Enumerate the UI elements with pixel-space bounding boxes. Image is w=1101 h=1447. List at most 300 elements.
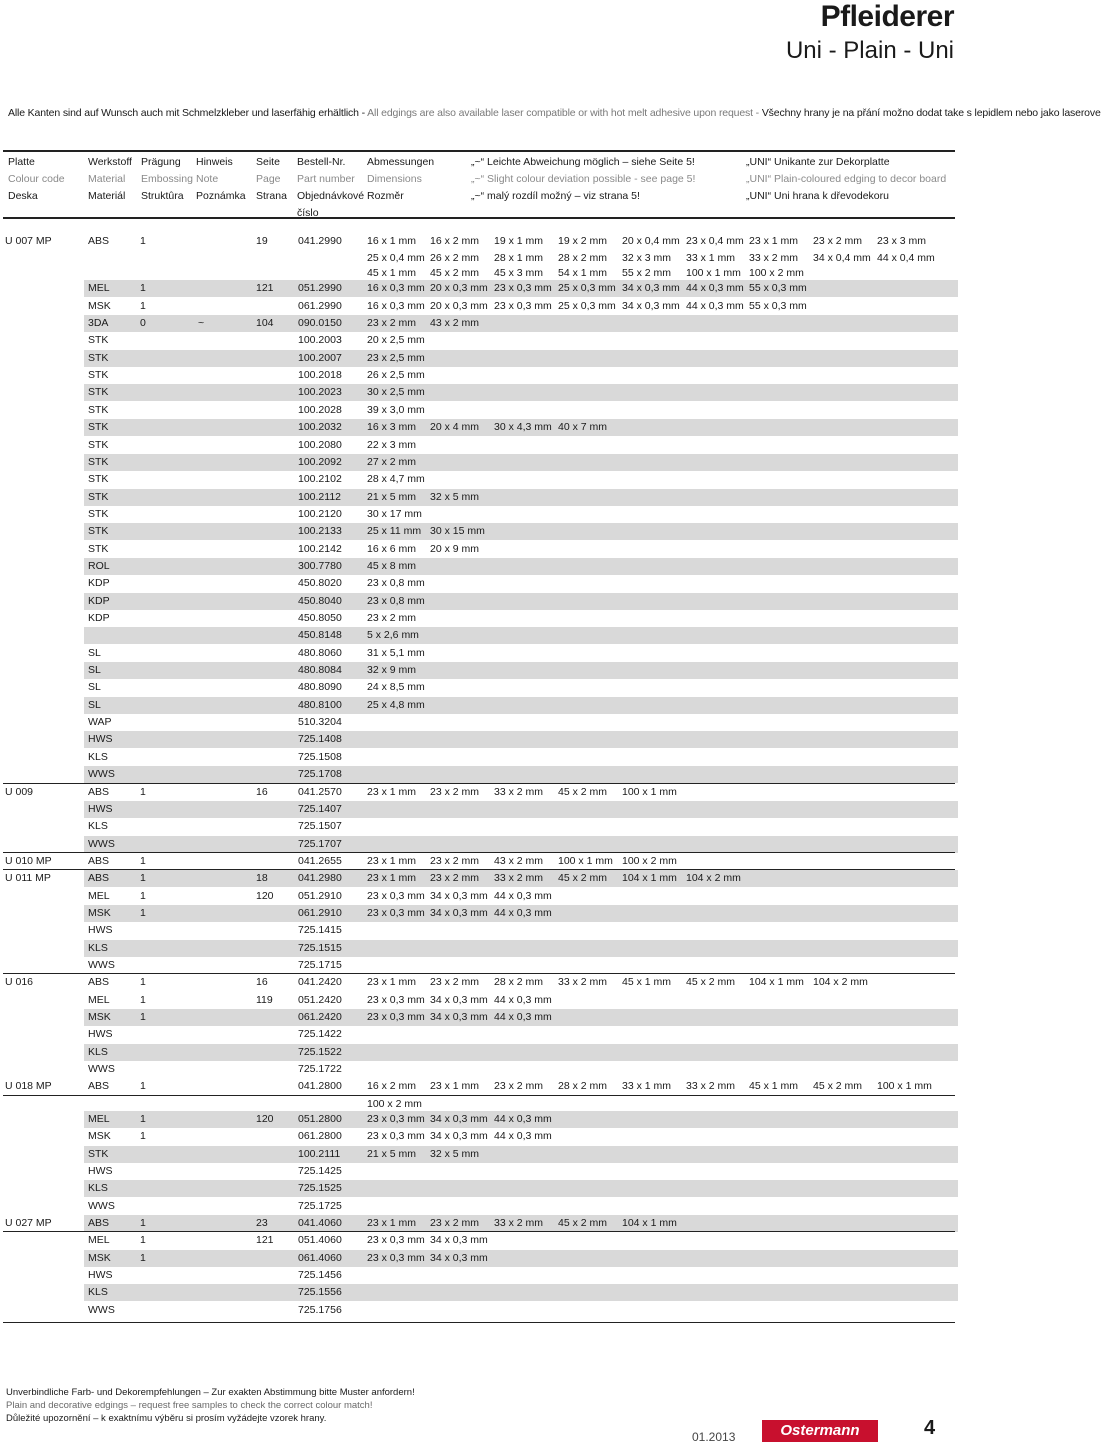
table-row — [0, 1044, 960, 1061]
header-cz-5: Objednávkové — [297, 190, 365, 202]
table-cell: 725.1522 — [298, 1045, 342, 1058]
table-cell: 40 x 7 mm — [558, 421, 608, 434]
table-cell: 45 x 2 mm — [558, 1216, 608, 1229]
table-cell: 100.2080 — [298, 438, 342, 451]
table-cell: SL — [88, 664, 101, 677]
table-cell: 19 x 2 mm — [558, 235, 608, 247]
table-cell: 23 x 1 mm — [749, 235, 799, 247]
table-cell: KLS — [88, 820, 108, 833]
table-cell: 16 — [256, 785, 268, 798]
table-cell: 725.1707 — [298, 837, 342, 850]
table-cell: KDP — [88, 577, 110, 590]
header-de-6: Abmessungen — [367, 156, 435, 168]
table-cell: 725.1715 — [298, 959, 342, 971]
table-cell: 25 x 0,3 mm — [558, 282, 616, 295]
table-row — [0, 419, 960, 436]
table-row — [0, 1284, 960, 1301]
table-cell: 23 x 0,8 mm — [367, 577, 425, 590]
table-cell: WWS — [88, 837, 115, 850]
table-cell: 100.2003 — [298, 334, 342, 347]
page-number: 4 — [924, 1417, 936, 1439]
table-cell: 119 — [256, 993, 273, 1006]
table-row — [0, 957, 960, 974]
table-cell: HWS — [88, 802, 113, 815]
table-cell: 100.2111 — [298, 1147, 341, 1160]
table-cell: 28 x 2 mm — [558, 252, 608, 265]
table-cell: WAP — [88, 716, 112, 729]
table-row — [0, 1267, 960, 1284]
table-cell: 23 x 2 mm — [430, 854, 480, 867]
footer-note-en: Plain and decorative edgings – request free samples to check the correct colour match! — [6, 1400, 373, 1411]
table-cell: 104 x 1 mm — [749, 976, 804, 989]
header-en-4: Page — [256, 173, 281, 185]
header-cz-0: Deska — [8, 190, 38, 202]
table-cell: MSK — [88, 1130, 111, 1143]
table-cell: HWS — [88, 1164, 113, 1177]
header-cz-1: Materiál — [88, 190, 126, 202]
table-cell: 25 x 11 mm — [367, 525, 422, 538]
header-de-7: „~“ Leichte Abweichung möglich – siehe Seite 5! — [471, 156, 695, 168]
table-cell: 45 x 1 mm — [622, 976, 672, 989]
table-cell: 20 x 0,4 mm — [622, 235, 680, 247]
table-cell: 1 — [140, 1011, 146, 1024]
table-cell: 20 x 2,5 mm — [367, 334, 425, 347]
header-de-5: Bestell-Nr. — [297, 156, 346, 168]
table-cell: 33 x 2 mm — [494, 785, 544, 798]
footer-note-de: Unverbindliche Farb- und Dekorempfehlungen – Zur exakten Abstimmung bitte Muster anfordern! — [6, 1387, 415, 1398]
table-cell: 28 x 2 mm — [558, 1080, 608, 1093]
table-cell: 041.2980 — [298, 872, 342, 885]
header-en-2: Embossing — [141, 173, 193, 185]
table-cell: STK — [88, 421, 109, 434]
table-cell: 1 — [140, 993, 146, 1006]
table-cell: MSK — [88, 906, 111, 919]
table-cell: KLS — [88, 1045, 108, 1058]
table-row — [0, 367, 960, 384]
table-cell: STK — [88, 490, 109, 503]
header-cz-4: Strana — [256, 190, 287, 202]
table-cell: 100 x 1 mm — [877, 1080, 932, 1093]
table-row — [0, 1250, 960, 1267]
table-cell: 33 x 2 mm — [558, 976, 608, 989]
table-cell: 55 x 2 mm — [622, 267, 672, 280]
table-cell: STK — [88, 542, 109, 555]
table-cell: 725.1515 — [298, 941, 342, 954]
table-cell: 32 x 5 mm — [430, 490, 480, 503]
table-cell: 23 x 0,3 mm — [367, 1112, 425, 1125]
table-row — [0, 992, 960, 1009]
table-cell: 33 x 2 mm — [749, 252, 799, 265]
table-cell: 480.8084 — [298, 664, 342, 677]
table-row — [0, 1061, 960, 1078]
table-cell: MEL — [88, 993, 110, 1006]
table-cell: 051.2990 — [298, 282, 342, 295]
table-cell: 34 x 0,3 mm — [430, 889, 488, 902]
table-row — [0, 1009, 960, 1026]
table-row — [0, 766, 960, 783]
table-cell: MSK — [88, 1251, 111, 1264]
table-cell: 1 — [140, 906, 146, 919]
table-cell: 061.2990 — [298, 299, 342, 312]
table-cell: 480.8090 — [298, 681, 342, 694]
table-cell: HWS — [88, 733, 113, 746]
table-cell: 100 x 2 mm — [622, 854, 677, 867]
table-row — [0, 489, 960, 506]
table-cell: 1 — [140, 1112, 146, 1125]
table-cell: 55 x 0,3 mm — [749, 282, 807, 295]
availability-note — [8, 107, 1101, 119]
table-row — [0, 1128, 960, 1145]
table-cell: 100.2102 — [298, 473, 342, 486]
table-cell: 24 x 8,5 mm — [367, 681, 425, 694]
table-cell: HWS — [88, 1268, 113, 1281]
table-cell: 450.8050 — [298, 612, 342, 624]
table-row — [0, 471, 960, 488]
table-cell: KDP — [88, 594, 110, 607]
table-cell: 100.2120 — [298, 507, 342, 520]
table-cell: 041.4060 — [298, 1216, 342, 1229]
table-row — [0, 1180, 960, 1197]
header-de-2: Prägung — [141, 156, 181, 168]
table-cell: 44 x 0,3 mm — [686, 299, 744, 312]
table-cell: 041.2990 — [298, 235, 342, 247]
table-row — [0, 1302, 960, 1319]
table-row — [0, 1215, 960, 1232]
table-row — [0, 645, 960, 662]
table-cell: 041.2420 — [298, 976, 342, 989]
table-cell: 28 x 2 mm — [494, 976, 544, 989]
table-cell: 34 x 0,3 mm — [622, 299, 680, 312]
table-cell: 16 x 2 mm — [367, 1080, 417, 1093]
table-header — [3, 150, 955, 219]
table-cell: 23 x 2 mm — [813, 235, 863, 247]
table-row — [0, 784, 960, 801]
table-cell: SL — [88, 698, 101, 711]
table-cell: 1 — [140, 785, 146, 798]
table-cell: 20 x 4 mm — [430, 421, 480, 434]
table-cell: 051.2800 — [298, 1112, 342, 1125]
table-cell: 100.2023 — [298, 386, 342, 399]
table-cell: ABS — [88, 1216, 110, 1229]
header-cz-6: Rozměr — [367, 190, 404, 202]
table-cell: WWS — [88, 768, 115, 781]
table-cell: 34 x 0,4 mm — [813, 252, 871, 265]
table-row — [0, 749, 960, 766]
table-row — [0, 593, 960, 610]
table-row — [0, 870, 960, 887]
table-cell: 104 x 1 mm — [622, 1216, 677, 1229]
table-row — [0, 1232, 960, 1249]
table-cell: 23 x 0,8 mm — [367, 594, 425, 607]
table-cell: 23 x 1 mm — [367, 785, 417, 798]
table-cell: 100.2018 — [298, 369, 342, 382]
table-row — [0, 315, 960, 332]
table-cell: 25 x 0,3 mm — [558, 299, 616, 312]
brand-subtitle: Uni - Plain - Uni — [785, 37, 954, 64]
brand-name: Pfleiderer — [820, 0, 954, 33]
table-row — [0, 350, 960, 367]
table-cell: 051.2420 — [298, 993, 342, 1006]
table-cell: 18 — [256, 872, 268, 885]
table-cell: 725.1508 — [298, 750, 342, 763]
table-cell: STK — [88, 438, 109, 451]
table-cell: 1 — [140, 282, 146, 295]
table-cell: ~ — [198, 317, 205, 330]
table-cell: 121 — [256, 282, 274, 295]
table-cell: 725.1725 — [298, 1199, 342, 1212]
table-cell: 061.2420 — [298, 1011, 342, 1024]
table-cell: 33 x 2 mm — [494, 872, 544, 885]
table-cell: 1 — [140, 1251, 146, 1264]
table-row — [0, 714, 960, 731]
table-cell: 44 x 0,3 mm — [686, 282, 744, 295]
table-cell: U 027 MP — [5, 1216, 52, 1229]
table-cell: 1 — [140, 1216, 146, 1229]
header-de-4: Seite — [256, 156, 280, 168]
table-row — [0, 384, 960, 401]
table-row — [0, 1146, 960, 1163]
table-cell: HWS — [88, 1028, 113, 1041]
table-cell: 23 x 2 mm — [367, 612, 417, 624]
table-cell: U 016 — [5, 976, 34, 989]
table-cell: U 009 — [5, 785, 34, 798]
table-row — [0, 437, 960, 454]
table-row — [0, 332, 960, 349]
table-cell: 39 x 3,0 mm — [367, 403, 425, 416]
table-cell: STK — [88, 1147, 109, 1160]
table-cell: 16 x 2 mm — [430, 235, 480, 247]
table-cell: 16 — [256, 976, 268, 989]
table-cell: 23 x 1 mm — [367, 1216, 417, 1229]
table-cell: 23 x 0,3 mm — [367, 889, 425, 902]
table-cell: 23 — [256, 1216, 268, 1229]
header-cz-3: Poznámka — [196, 190, 246, 202]
table-cell: ABS — [88, 976, 110, 989]
table-cell: 45 x 2 mm — [558, 785, 608, 798]
table-cell: 100.2133 — [298, 525, 342, 538]
table-cell: 23 x 0,3 mm — [367, 1011, 425, 1024]
table-cell: 23 x 1 mm — [367, 872, 417, 885]
note-en: All edgings are also available laser compatible or with hot melt adhesive upon request - — [367, 107, 760, 119]
table-row — [0, 541, 960, 558]
table-cell: 55 x 0,3 mm — [749, 299, 807, 312]
table-cell: 100.2112 — [298, 490, 342, 503]
table-cell: ABS — [88, 785, 110, 798]
table-cell: 120 — [256, 1112, 274, 1125]
table-cell: 19 x 1 mm — [494, 235, 544, 247]
table-cell: 1 — [140, 1130, 146, 1143]
table-cell: 21 x 5 mm — [367, 1147, 417, 1160]
table-cell: ABS — [88, 854, 110, 867]
table-cell: 23 x 2 mm — [430, 872, 480, 885]
table-cell: 30 x 17 mm — [367, 507, 422, 520]
table-cell: 100 x 1 mm — [686, 267, 741, 280]
table-cell: 33 x 1 mm — [622, 1080, 672, 1093]
table-cell: 725.1425 — [298, 1164, 342, 1177]
header-de-3: Hinweis — [196, 156, 233, 168]
table-cell: STK — [88, 386, 109, 399]
table-cell: 725.1556 — [298, 1286, 342, 1299]
table-cell: 33 x 2 mm — [686, 1080, 736, 1093]
table-cell: 725.1708 — [298, 768, 342, 781]
table-cell: 16 x 1 mm — [367, 235, 417, 247]
table-cell: 100.2032 — [298, 421, 342, 434]
table-cell: 725.1407 — [298, 802, 342, 815]
table-cell: WWS — [88, 959, 115, 971]
table-cell: 725.1722 — [298, 1063, 342, 1076]
table-cell: 23 x 2 mm — [430, 976, 480, 989]
table-cell: 27 x 2 mm — [367, 455, 417, 468]
table-cell: 23 x 2 mm — [430, 1216, 480, 1229]
table-cell: 450.8040 — [298, 594, 342, 607]
table-cell: 104 — [256, 317, 274, 330]
table-cell: 1 — [140, 299, 146, 312]
table-cell: 100 x 1 mm — [622, 785, 677, 798]
table-cell: 20 x 9 mm — [430, 542, 480, 555]
header-cz-part-number-2: číslo — [297, 207, 319, 219]
table-cell: 30 x 4,3 mm — [494, 421, 552, 434]
table-cell: STK — [88, 369, 109, 382]
table-cell: 3DA — [88, 317, 109, 330]
table-cell: 33 x 2 mm — [494, 1216, 544, 1229]
table-row — [0, 801, 960, 818]
table-cell: 041.2800 — [298, 1080, 342, 1093]
table-row — [0, 233, 960, 250]
table-cell: 19 — [256, 235, 268, 247]
table-cell: U 018 MP — [5, 1080, 52, 1093]
table-cell: 051.4060 — [298, 1234, 342, 1247]
table-cell: U 010 MP — [5, 854, 52, 867]
header-en-7: „~“ Slight colour deviation possible - see page 5! — [471, 173, 696, 185]
table-cell: STK — [88, 403, 109, 416]
table-row — [0, 697, 960, 714]
table-cell: 45 x 2 mm — [558, 872, 608, 885]
table-cell: 23 x 0,3 mm — [367, 993, 425, 1006]
table-cell: 100.2142 — [298, 542, 342, 555]
table-cell: 104 x 2 mm — [813, 976, 868, 989]
table-cell: U 007 MP — [5, 235, 52, 247]
table-cell: 33 x 1 mm — [686, 252, 736, 265]
table-cell: ABS — [88, 872, 110, 885]
table-cell: 1 — [140, 854, 146, 867]
table-bottom-line — [3, 1322, 955, 1323]
table-cell: MEL — [88, 889, 110, 902]
table-cell: WWS — [88, 1199, 115, 1212]
table-cell: 23 x 0,3 mm — [367, 1130, 425, 1143]
table-cell: 21 x 5 mm — [367, 490, 417, 503]
table-cell: 34 x 0,3 mm — [622, 282, 680, 295]
table-cell: 32 x 5 mm — [430, 1147, 480, 1160]
table-cell: 44 x 0,3 mm — [494, 993, 552, 1006]
table-cell: 32 x 3 mm — [622, 252, 672, 265]
table-cell: 16 x 6 mm — [367, 542, 417, 555]
table-cell: 510.3204 — [298, 716, 342, 729]
table-row — [0, 974, 960, 991]
table-row — [0, 731, 960, 748]
table-cell: 23 x 0,3 mm — [367, 1251, 425, 1264]
table-cell: KLS — [88, 1182, 108, 1195]
header-en-5: Part number — [297, 173, 355, 185]
table-cell: 100.2028 — [298, 403, 342, 416]
table-cell: KDP — [88, 612, 110, 624]
header-en-0: Colour code — [8, 173, 65, 185]
table-cell: 25 x 0,4 mm — [367, 252, 425, 265]
table-cell: 1 — [140, 872, 146, 885]
table-cell: 23 x 2 mm — [430, 785, 480, 798]
table-cell: STK — [88, 334, 109, 347]
table-row — [0, 280, 960, 297]
table-cell: 34 x 0,3 mm — [430, 1251, 488, 1264]
table-cell: STK — [88, 507, 109, 520]
table-cell: 43 x 2 mm — [430, 317, 480, 330]
header-de-0: Platte — [8, 156, 35, 168]
table-cell: 16 x 0,3 mm — [367, 282, 425, 295]
table-cell: 120 — [256, 889, 274, 902]
table-row — [0, 523, 960, 540]
table-cell: 1 — [140, 1080, 146, 1093]
table-cell: 104 x 1 mm — [622, 872, 677, 885]
table-row — [0, 836, 960, 853]
table-cell: 44 x 0,4 mm — [877, 252, 935, 265]
table-cell: 23 x 2,5 mm — [367, 351, 425, 364]
table-row — [0, 610, 960, 627]
table-row — [0, 940, 960, 957]
table-cell: 25 x 4,8 mm — [367, 698, 425, 711]
table-cell: 051.2910 — [298, 889, 342, 902]
table-row — [0, 402, 960, 419]
table-cell: 480.8100 — [298, 698, 342, 711]
table-cell: 100.2092 — [298, 455, 342, 468]
table-cell: 104 x 2 mm — [686, 872, 741, 885]
table-row — [0, 1078, 960, 1095]
table-cell: 061.4060 — [298, 1251, 342, 1264]
table-cell: 44 x 0,3 mm — [494, 1011, 552, 1024]
table-cell: 44 x 0,3 mm — [494, 906, 552, 919]
table-cell: 44 x 0,3 mm — [494, 889, 552, 902]
header-cz-2: Struktûra — [141, 190, 184, 202]
table-cell: 32 x 9 mm — [367, 664, 417, 677]
table-cell: U 011 MP — [5, 872, 51, 885]
table-cell: STK — [88, 473, 109, 486]
table-cell: 450.8020 — [298, 577, 342, 590]
header-de-8: „UNI“ Unikante zur Dekorplatte — [746, 156, 890, 168]
table-cell: 725.1456 — [298, 1268, 342, 1281]
table-cell: 54 x 1 mm — [558, 267, 608, 280]
ostermann-logo: Ostermann — [762, 1420, 878, 1442]
table-cell: MEL — [88, 1234, 110, 1247]
table-cell: 061.2910 — [298, 906, 342, 919]
table-cell: 44 x 0,3 mm — [494, 1130, 552, 1143]
table-cell: 45 x 1 mm — [749, 1080, 799, 1093]
table-cell: 45 x 8 mm — [367, 559, 417, 572]
header-en-8: „UNI“ Plain-coloured edging to decor board — [746, 173, 947, 185]
footer-note-cz: Důležité upozornění – k exaktnímu výběru si prosím vyžádejte vzorek hrany. — [6, 1413, 327, 1424]
table-cell: STK — [88, 455, 109, 468]
table-cell: MSK — [88, 299, 111, 312]
header-en-3: Note — [196, 173, 219, 185]
table-row — [0, 662, 960, 679]
table-cell: 20 x 0,3 mm — [430, 282, 488, 295]
table-row — [0, 627, 960, 644]
header-en-6: Dimensions — [367, 173, 422, 185]
table-cell: 725.1525 — [298, 1182, 342, 1195]
table-cell: 45 x 1 mm — [367, 267, 417, 280]
table-row — [0, 575, 960, 592]
table-cell: 725.1756 — [298, 1303, 342, 1316]
table-cell: 34 x 0,3 mm — [430, 1234, 488, 1247]
table-cell: ROL — [88, 559, 110, 572]
table-cell: 121 — [256, 1234, 274, 1247]
